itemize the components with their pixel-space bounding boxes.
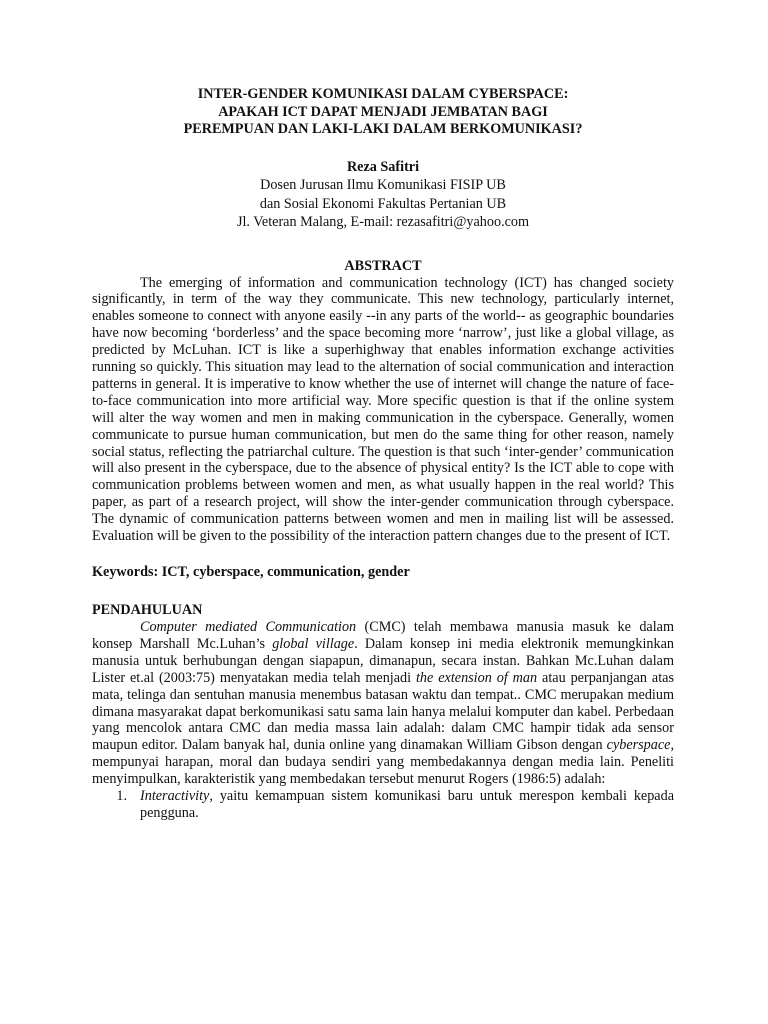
list-item bbox=[92, 788, 674, 822]
author-block bbox=[92, 158, 674, 232]
intro-term-cyberspace: cyberspace bbox=[606, 737, 671, 754]
title-line-3: PEREMPUAN DAN LAKI-LAKI DALAM BERKOMUNIKASI? bbox=[183, 121, 583, 137]
intro-text-1: (CMC) telah membawa manusia masuk ke dalam konsep Marshall Mc.Luhan’s bbox=[92, 619, 674, 652]
title-line-1: INTER-GENDER KOMUNIKASI DALAM CYBERSPACE: bbox=[197, 86, 569, 102]
author-affiliation-1: Dosen Jurusan Ilmu Komunikasi FISIP UB bbox=[260, 177, 506, 193]
intro-text-2: . Dalam konsep ini media elektronik memungkinkan manusia untuk berhubungan dengan siapapun, dimanapun, secara instan. Bahkan Mc.Luhan dalam Lister et.al (2003:75) menyatakan media telah menjadi bbox=[92, 635, 674, 686]
intro-text-3: atau perpanjangan atas mata, telinga dan sentuhan manusia menembus batasan waktu dan tempat.. CMC merupakan medium dimana masyarakat dapat berkomunikasi satu sama lain hanya melalui komputer dan kabel. Perbedaan yang mencolok antara CMC dan media massa lain adalah: dalam CMC hampir tidak ada sensor maupun editor. Dalam banyak hal, dunia online yang dinamakan William Gibson dengan bbox=[92, 669, 674, 754]
author-affiliation-2: dan Sosial Ekonomi Fakultas Pertanian UB bbox=[259, 195, 507, 212]
document-page bbox=[92, 86, 674, 822]
abstract-heading: ABSTRACT bbox=[344, 257, 422, 274]
list-item-text bbox=[140, 788, 674, 822]
list-item-rest: , yaitu kemampuan sistem komunikasi baru untuk merespon kembali kepada pengguna. bbox=[140, 788, 674, 821]
intro-paragraph bbox=[92, 619, 674, 788]
intro-term-global-village: global village bbox=[272, 635, 355, 652]
intro-text-4: , mempunyai harapan, moral dan budaya sendiri yang membedakannya dengan media lain. Peneliti menyimpulkan, karakteristik yang membedakan tersebut menurut Rogers (1986:5) adalah: bbox=[92, 737, 674, 788]
paper-title bbox=[92, 86, 674, 139]
abstract-body: The emerging of information and communication technology (ICT) has changed society significantly, in term of the way they communicate. This new technology, particularly internet, enables someone to connect with anyone easily --in any parts of the world-- as geographic boundaries have now becoming ‘borderless’ and the space becoming more ‘narrow’, just like a global village, as predicted by McLuhan. ICT is like a superhighway that enables information exchange activities running so quickly. This situation may lead to the alternation of social communication and interaction patterns in general. It is imperative to know whether the use of internet will change the nature of face-to-face communication into more artificial way. More specific question is that if the online system will alter the way women and men in making communication in the cyberspace. Generally, women communicate to pursue human communication, but men do the same thing for other reason, namely social status, reflecting the patriarchal culture. The question is that such ‘inter-gender’ communication will also present in the cyberspace, due to the absence of physical entity? Is the ICT able to cope with communication problems between women and men, as what usually happen in the real world? This paper, as part of a research project, will show the inter-gender communication through cyberspace. The dynamic of communication patterns between women and men in mailing list will be assessed. Evaluation will be given to the possibility of the interaction pattern changes due to the present of ICT. bbox=[92, 274, 674, 545]
author-address: Jl. Veteran Malang, E-mail: rezasafitri@yahoo.com bbox=[236, 214, 530, 230]
section-heading-pendahuluan: PENDAHULUAN bbox=[92, 602, 203, 618]
list-item-number: 1. bbox=[116, 788, 127, 805]
title-line-2: APAKAH ICT DAPAT MENJADI JEMBATAN BAGI bbox=[218, 103, 548, 120]
intro-term-extension-of-man: the extension of man bbox=[415, 669, 538, 686]
list-item-term: Interactivity bbox=[140, 788, 210, 805]
characteristics-list bbox=[92, 788, 674, 822]
author-name: Reza Safitri bbox=[346, 158, 420, 175]
intro-term-cmc: Computer mediated Communication bbox=[140, 619, 357, 635]
keywords: Keywords: ICT, cyberspace, communication, gender bbox=[92, 564, 410, 580]
